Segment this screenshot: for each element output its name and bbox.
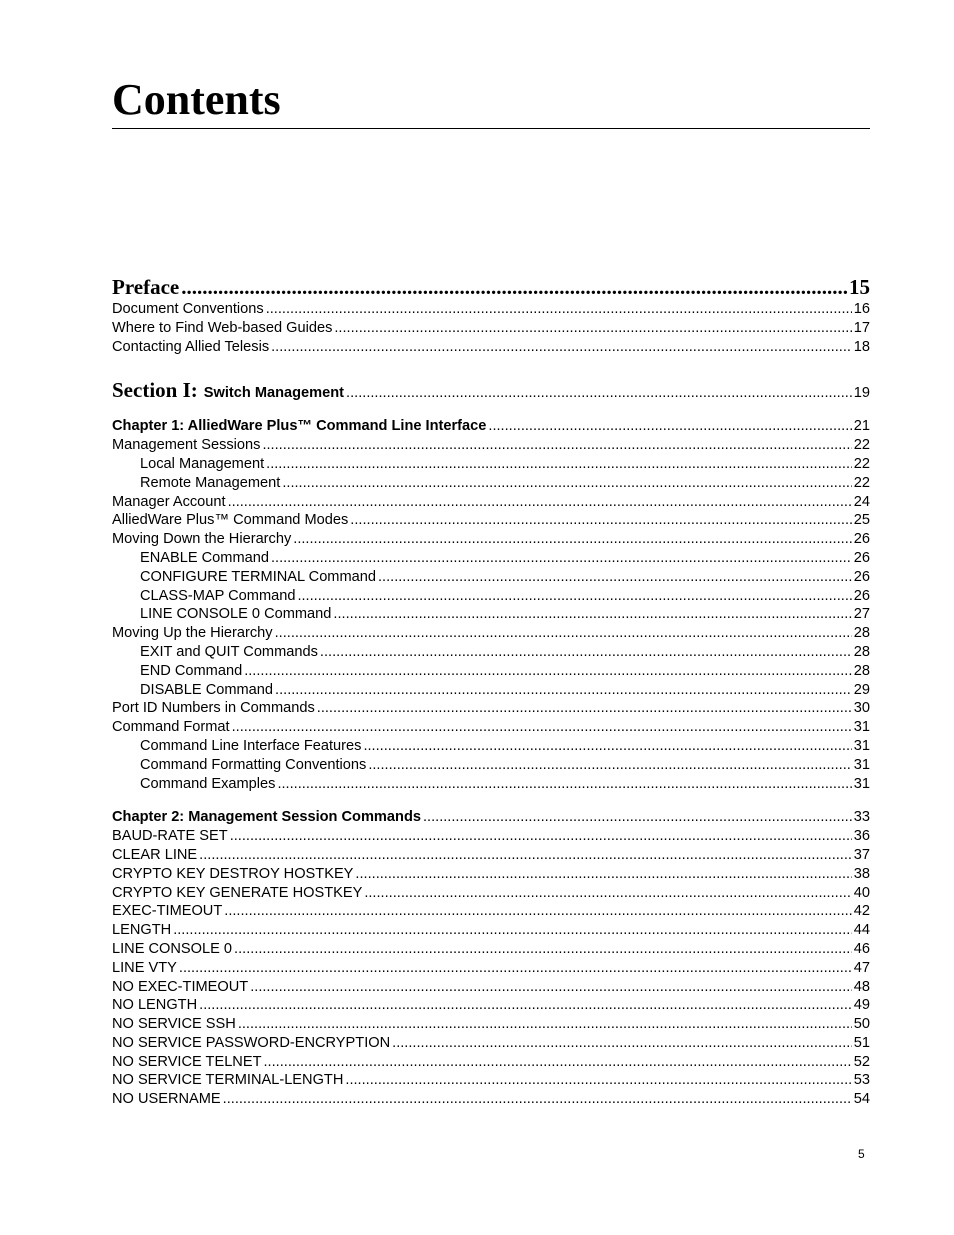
toc-entry-label: Command Examples xyxy=(140,775,276,792)
toc-entry[interactable] xyxy=(112,699,870,718)
toc-entry-label: NO LENGTH xyxy=(112,997,198,1014)
toc-entry-label: NO SERVICE TERMINAL-LENGTH xyxy=(112,1072,344,1089)
dot-leader xyxy=(334,319,851,338)
toc-page-number: 40 xyxy=(853,884,870,901)
toc-entry[interactable] xyxy=(112,474,870,493)
toc-entry[interactable] xyxy=(112,1071,870,1090)
toc-page-number: 50 xyxy=(853,1016,870,1033)
dot-leader xyxy=(317,699,852,718)
chapter-2-entries xyxy=(112,827,870,1109)
toc-entry-label: Chapter 1: AlliedWare Plus™ Command Line Interface xyxy=(112,418,487,435)
toc-entry-label: LINE CONSOLE 0 xyxy=(112,940,233,957)
toc-page-number: 26 xyxy=(853,549,870,566)
toc-entry-label: DISABLE Command xyxy=(140,681,274,698)
toc-page-number: 36 xyxy=(853,828,870,845)
dot-leader xyxy=(266,455,852,474)
toc-page-number: 22 xyxy=(853,437,870,454)
toc-page-number: 17 xyxy=(853,319,870,336)
toc-entry[interactable] xyxy=(112,643,870,662)
toc-entry-label: NO EXEC-TIMEOUT xyxy=(112,978,249,995)
toc-entry-label: Contacting Allied Telesis xyxy=(112,338,270,355)
toc-entry-label: LINE VTY xyxy=(112,959,177,976)
toc-entry[interactable] xyxy=(112,921,870,940)
dot-leader xyxy=(346,380,852,406)
toc-page-number: 31 xyxy=(853,719,870,736)
toc-page-number: 15 xyxy=(849,275,870,299)
toc-entry[interactable] xyxy=(112,300,870,319)
dot-leader xyxy=(238,1015,852,1034)
toc-entry[interactable] xyxy=(112,1034,870,1053)
toc-entry[interactable] xyxy=(112,996,870,1015)
toc-entry[interactable] xyxy=(112,827,870,846)
spacer xyxy=(112,356,870,377)
toc-entry-label: EXEC-TIMEOUT xyxy=(112,903,223,920)
dot-leader xyxy=(228,493,852,512)
dot-leader xyxy=(355,865,851,884)
toc-page-number: 31 xyxy=(853,737,870,754)
toc-page-number: 18 xyxy=(853,338,870,355)
toc-entry-label: EXIT and QUIT Commands xyxy=(140,643,318,660)
dot-leader xyxy=(488,417,851,436)
dot-leader xyxy=(244,662,852,681)
dot-leader xyxy=(423,808,852,827)
toc-page-number: 51 xyxy=(853,1034,870,1051)
toc-entry[interactable] xyxy=(112,756,870,775)
toc-entry-label: CRYPTO KEY DESTROY HOSTKEY xyxy=(112,865,354,882)
toc-page-number: 28 xyxy=(853,625,870,642)
toc-entry-label: Chapter 2: Management Session Commands xyxy=(112,809,421,826)
dot-leader xyxy=(293,530,852,549)
toc-entry-label: Port ID Numbers in Commands xyxy=(112,700,315,717)
dot-leader xyxy=(179,959,852,978)
toc-page-number: 22 xyxy=(853,474,870,491)
toc-page-number: 26 xyxy=(853,568,870,585)
toc-entry[interactable] xyxy=(112,568,870,587)
toc-page-number: 28 xyxy=(853,662,870,679)
toc-page-number: 33 xyxy=(853,809,870,826)
dot-leader xyxy=(277,775,851,794)
toc-entry-label: LENGTH xyxy=(112,922,172,939)
toc-entry-label: BAUD-RATE SET xyxy=(112,828,228,845)
toc-entry-label: NO SERVICE TELNET xyxy=(112,1053,262,1070)
toc-entry-preface[interactable] xyxy=(112,274,870,300)
toc-page-number: 48 xyxy=(853,978,870,995)
toc-entry-label: Moving Up the Hierarchy xyxy=(112,625,273,642)
toc-entry[interactable] xyxy=(112,1015,870,1034)
toc-entry-label: ENABLE Command xyxy=(140,549,269,566)
toc-entry-label: Remote Management xyxy=(140,474,281,491)
toc-page-number: 21 xyxy=(853,418,870,435)
toc-page-number: 38 xyxy=(853,865,870,882)
toc-entry[interactable] xyxy=(112,865,870,884)
page-number: 5 xyxy=(858,1147,865,1161)
dot-leader xyxy=(333,605,851,624)
toc-entry[interactable] xyxy=(112,681,870,700)
toc-entry-label: Preface xyxy=(112,275,180,299)
dot-leader xyxy=(271,549,852,568)
toc-page-number: 16 xyxy=(853,301,870,317)
toc-page-number: 30 xyxy=(853,700,870,717)
toc-entry-label: Command Formatting Conventions xyxy=(140,756,367,773)
toc-entry-label: CLEAR LINE xyxy=(112,846,198,863)
toc-page-number: 31 xyxy=(853,756,870,773)
toc-entry-label: NO SERVICE SSH xyxy=(112,1016,236,1033)
toc-entry-chapter-1[interactable] xyxy=(112,417,870,436)
dot-leader xyxy=(234,940,852,959)
toc-entry[interactable] xyxy=(112,1090,870,1109)
dot-leader xyxy=(320,643,852,662)
toc-page-number: 52 xyxy=(853,1053,870,1070)
toc-entry[interactable] xyxy=(112,978,870,997)
toc-entry-label: CLASS-MAP Command xyxy=(140,587,296,604)
spacer xyxy=(112,793,870,808)
toc-page-number: 47 xyxy=(853,959,870,976)
toc-entry[interactable] xyxy=(112,549,870,568)
section-title: Switch Management xyxy=(203,385,345,402)
toc-entry-label: NO USERNAME xyxy=(112,1091,221,1108)
section-prefix: Section I: xyxy=(112,378,198,403)
toc-entry-label: Document Conventions xyxy=(112,301,264,317)
toc-page-number: 53 xyxy=(853,1072,870,1089)
toc-entry-chapter-2[interactable] xyxy=(112,808,870,827)
toc-entry[interactable] xyxy=(112,493,870,512)
toc-entry[interactable] xyxy=(112,775,870,794)
toc-entry-label: CONFIGURE TERMINAL Command xyxy=(140,568,376,585)
dot-leader xyxy=(297,587,851,606)
dot-leader xyxy=(250,978,852,997)
toc-entry-label: Local Management xyxy=(140,455,265,472)
toc-page-number: 44 xyxy=(853,922,870,939)
toc-entry[interactable] xyxy=(112,940,870,959)
toc-entry-label: Command Line Interface Features xyxy=(140,737,362,754)
table-of-contents xyxy=(112,274,870,1109)
dot-leader xyxy=(264,1053,852,1072)
toc-entry[interactable] xyxy=(112,624,870,643)
toc-entry[interactable] xyxy=(112,959,870,978)
toc-entry-label xyxy=(112,377,344,406)
toc-entry[interactable] xyxy=(112,902,870,921)
toc-page-number: 26 xyxy=(853,587,870,604)
toc-entry[interactable] xyxy=(112,530,870,549)
chapter-1-entries xyxy=(112,436,870,793)
dot-leader xyxy=(350,511,851,530)
toc-page-number: 42 xyxy=(853,903,870,920)
toc-entry[interactable] xyxy=(112,737,870,756)
dot-leader xyxy=(173,921,852,940)
toc-page-number: 25 xyxy=(853,512,870,529)
toc-entry-label: Management Sessions xyxy=(112,437,261,454)
dot-leader xyxy=(199,996,852,1015)
toc-entry-label: NO SERVICE PASSWORD-ENCRYPTION xyxy=(112,1034,391,1051)
toc-page-number: 46 xyxy=(853,940,870,957)
toc-entry[interactable] xyxy=(112,338,870,357)
toc-entry[interactable] xyxy=(112,662,870,681)
toc-page-number: 24 xyxy=(853,493,870,510)
toc-page-number: 54 xyxy=(853,1091,870,1108)
toc-entry[interactable] xyxy=(112,1053,870,1072)
toc-entry[interactable] xyxy=(112,319,870,338)
toc-entry[interactable] xyxy=(112,846,870,865)
dot-leader xyxy=(275,681,852,700)
toc-entry[interactable] xyxy=(112,718,870,737)
toc-page-number: 37 xyxy=(853,846,870,863)
dot-leader xyxy=(266,300,852,319)
toc-entry-label: END Command xyxy=(140,662,243,679)
toc-entry[interactable] xyxy=(112,436,870,455)
dot-leader xyxy=(230,827,852,846)
toc-entry[interactable] xyxy=(112,455,870,474)
dot-leader xyxy=(275,624,852,643)
toc-page-number: 26 xyxy=(853,531,870,548)
spacer xyxy=(112,406,870,417)
page-title: Contents xyxy=(112,75,281,124)
preface-entries xyxy=(112,300,870,356)
toc-entry-label: AlliedWare Plus™ Command Modes xyxy=(112,512,349,529)
dot-leader xyxy=(232,718,852,737)
dot-leader xyxy=(364,884,851,903)
toc-entry-section-1[interactable] xyxy=(112,377,870,406)
toc-entry[interactable] xyxy=(112,884,870,903)
dot-leader xyxy=(262,436,851,455)
toc-page-number: 29 xyxy=(853,681,870,698)
dot-leader xyxy=(345,1071,851,1090)
title-rule xyxy=(112,128,870,129)
toc-page-number: 22 xyxy=(853,455,870,472)
dot-leader xyxy=(282,474,851,493)
toc-entry[interactable] xyxy=(112,587,870,606)
dot-leader xyxy=(223,1090,852,1109)
toc-entry-label: LINE CONSOLE 0 Command xyxy=(140,606,332,623)
toc-page-number: 49 xyxy=(853,997,870,1014)
dot-leader xyxy=(181,274,847,300)
toc-entry-label: Where to Find Web-based Guides xyxy=(112,319,333,336)
toc-entry-label: Moving Down the Hierarchy xyxy=(112,531,292,548)
toc-entry[interactable] xyxy=(112,605,870,624)
toc-entry-label: Manager Account xyxy=(112,493,226,510)
toc-entry-label: Command Format xyxy=(112,719,230,736)
toc-entry-label: CRYPTO KEY GENERATE HOSTKEY xyxy=(112,884,363,901)
toc-page-number: 27 xyxy=(853,606,870,623)
dot-leader xyxy=(271,338,852,357)
toc-page-number: 28 xyxy=(853,643,870,660)
dot-leader xyxy=(199,846,852,865)
toc-page-number: 31 xyxy=(853,775,870,792)
dot-leader xyxy=(368,756,851,775)
dot-leader xyxy=(392,1034,852,1053)
dot-leader xyxy=(363,737,851,756)
dot-leader xyxy=(378,568,852,587)
dot-leader xyxy=(224,902,852,921)
toc-entry[interactable] xyxy=(112,511,870,530)
toc-page-number: 19 xyxy=(853,385,870,402)
